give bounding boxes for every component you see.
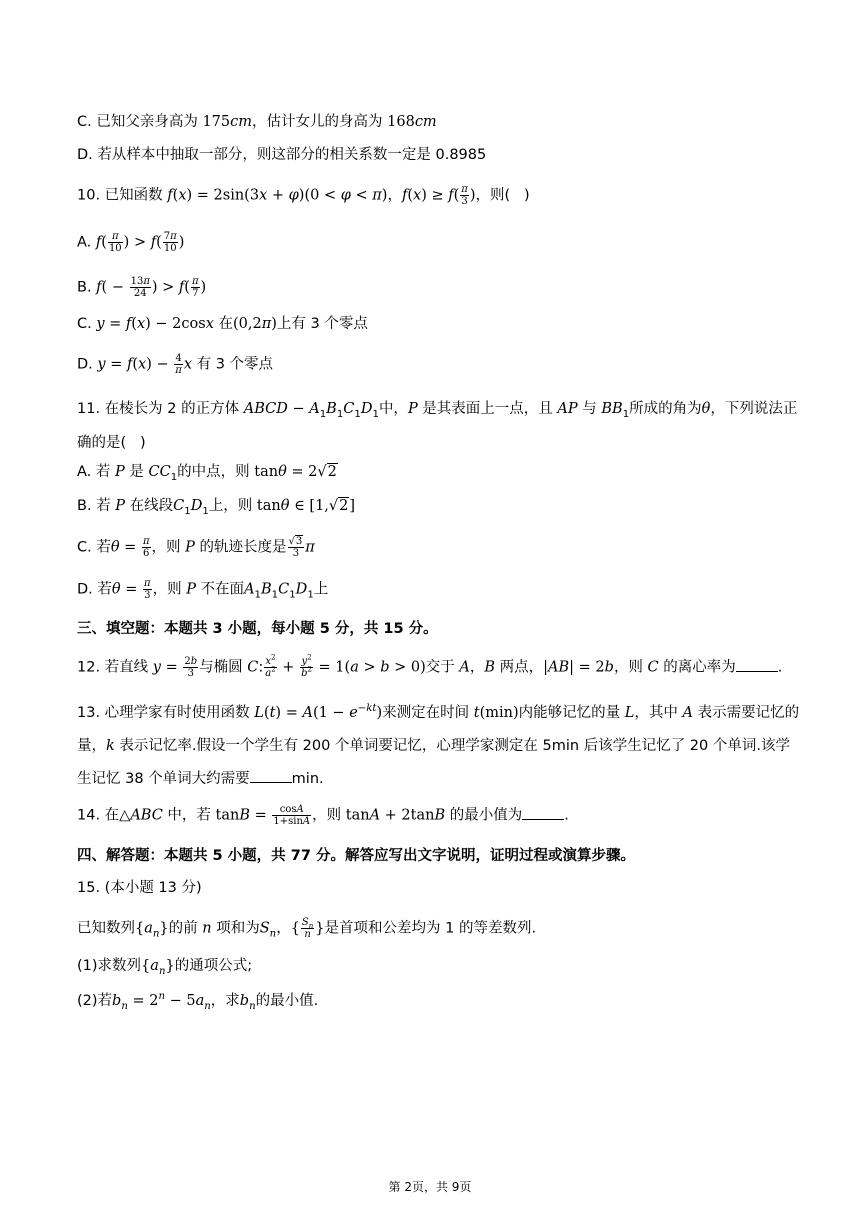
q10-option-d: D. y = f(x) − $\frac{4}{\pi}$ x 有 3 个零点 [77, 353, 274, 376]
q10-option-a: A. f( $\frac{\pi}{10}$ ) > f( $\frac{7\pi}{10}$ ) [77, 231, 185, 254]
q13: 13. 心理学家有时使用函数 $L(t) = A(1 - e^{-kt})$来测定在时间 t(min)内能够记忆的量 L，其中 A 表示需要记忆的量，k 表示记忆率.假设一个学生有 200 个单词要记忆，心理学家测定在 5min 后该学生记忆了 20 个单词.该学生记忆 38 个单词大约需要 min. [77, 703, 800, 787]
q10-option-b: B. f( − $\frac{13\pi}{24}$ ) > f( $\frac{\pi}{7}$ ) [77, 276, 207, 299]
q10-option-c: C. y = f(x) − 2cosx 在(0,2π)上有 3 个零点 [77, 316, 368, 332]
q15-heading: 15. (本小题 13 分) [77, 880, 202, 896]
q12: 12. 若直线 y = $\frac{2b}{3}$ 与椭圆 C: $\frac{x^2}{a^2}$ + $\frac{y^2}{b^2}$ = 1(a > b > 0)交于 A，B 两点，|AB| = 2b，则 C 的离心率为 . [77, 653, 783, 679]
q10-stem: 10. 已知函数 f(x) = 2sin(3x + φ)(0 < φ < π)，f(x) ≥ f( $\frac{\pi}{3}$ )，则( ) [77, 184, 530, 207]
q9-option-c: C. 已知父亲身高为 175cm，估计女儿的身高为 168cm [77, 114, 437, 130]
q15-part-2: (2)若$b_n = 2^n - 5a_n$，求$b_n$的最小值. [77, 991, 319, 1012]
q11-option-a: A. 若 P 是 $CC_1$的中点，则 tanθ = 2√2 [77, 464, 337, 483]
q14: 14. 在△ABC 中，若 tanB = $\frac{\cos A}{1+\sin A}$ ，则 tanA + 2tanB 的最小值为 . [77, 804, 569, 827]
section-heading-4: 四、解答题：本题共 5 小题，共 77 分。解答应写出文字说明，证明过程或演算步骤。 [77, 848, 635, 864]
q11-option-d: D. 若θ = $\frac{\pi}{3}$ ，则 P 不在面$A_1B_1C_1D_1$上 [77, 578, 329, 601]
q11-stem: 11. 在棱长为 2 的正方体 ABCD − $A_1B_1C_1D_1$中，P 是其表面上一点，且 AP 与 $BB_1$所成的角为θ，下列说法正确的是( ) [77, 401, 798, 451]
section-heading-3: 三、填空题：本题共 3 小题，每小题 5 分，共 15 分。 [77, 621, 438, 637]
q11-option-b: B. 若 P 在线段$C_1D_1$上，则 tanθ ∈ [1,√2] [77, 498, 356, 517]
page-footer: 第 2页，共 9页 [388, 1180, 472, 1194]
q11-option-c: C. 若θ = $\frac{\pi}{6}$ ，则 P 的轨迹长度是 $\frac{√3}{3}$ π [77, 536, 315, 559]
q9-option-d: D. 若从样本中抽取一部分，则这部分的相关系数一定是 0.8985 [77, 147, 487, 163]
q15-part-1: (1)求数列$\{a_n\}$的通项公式; [77, 958, 253, 977]
q15-stem: 已知数列$\{a_n\}$的前 n 项和为$S_n$，{ $\frac{S_n}{n}$ }是首项和公差均为 1 的等差数列. [77, 917, 537, 940]
